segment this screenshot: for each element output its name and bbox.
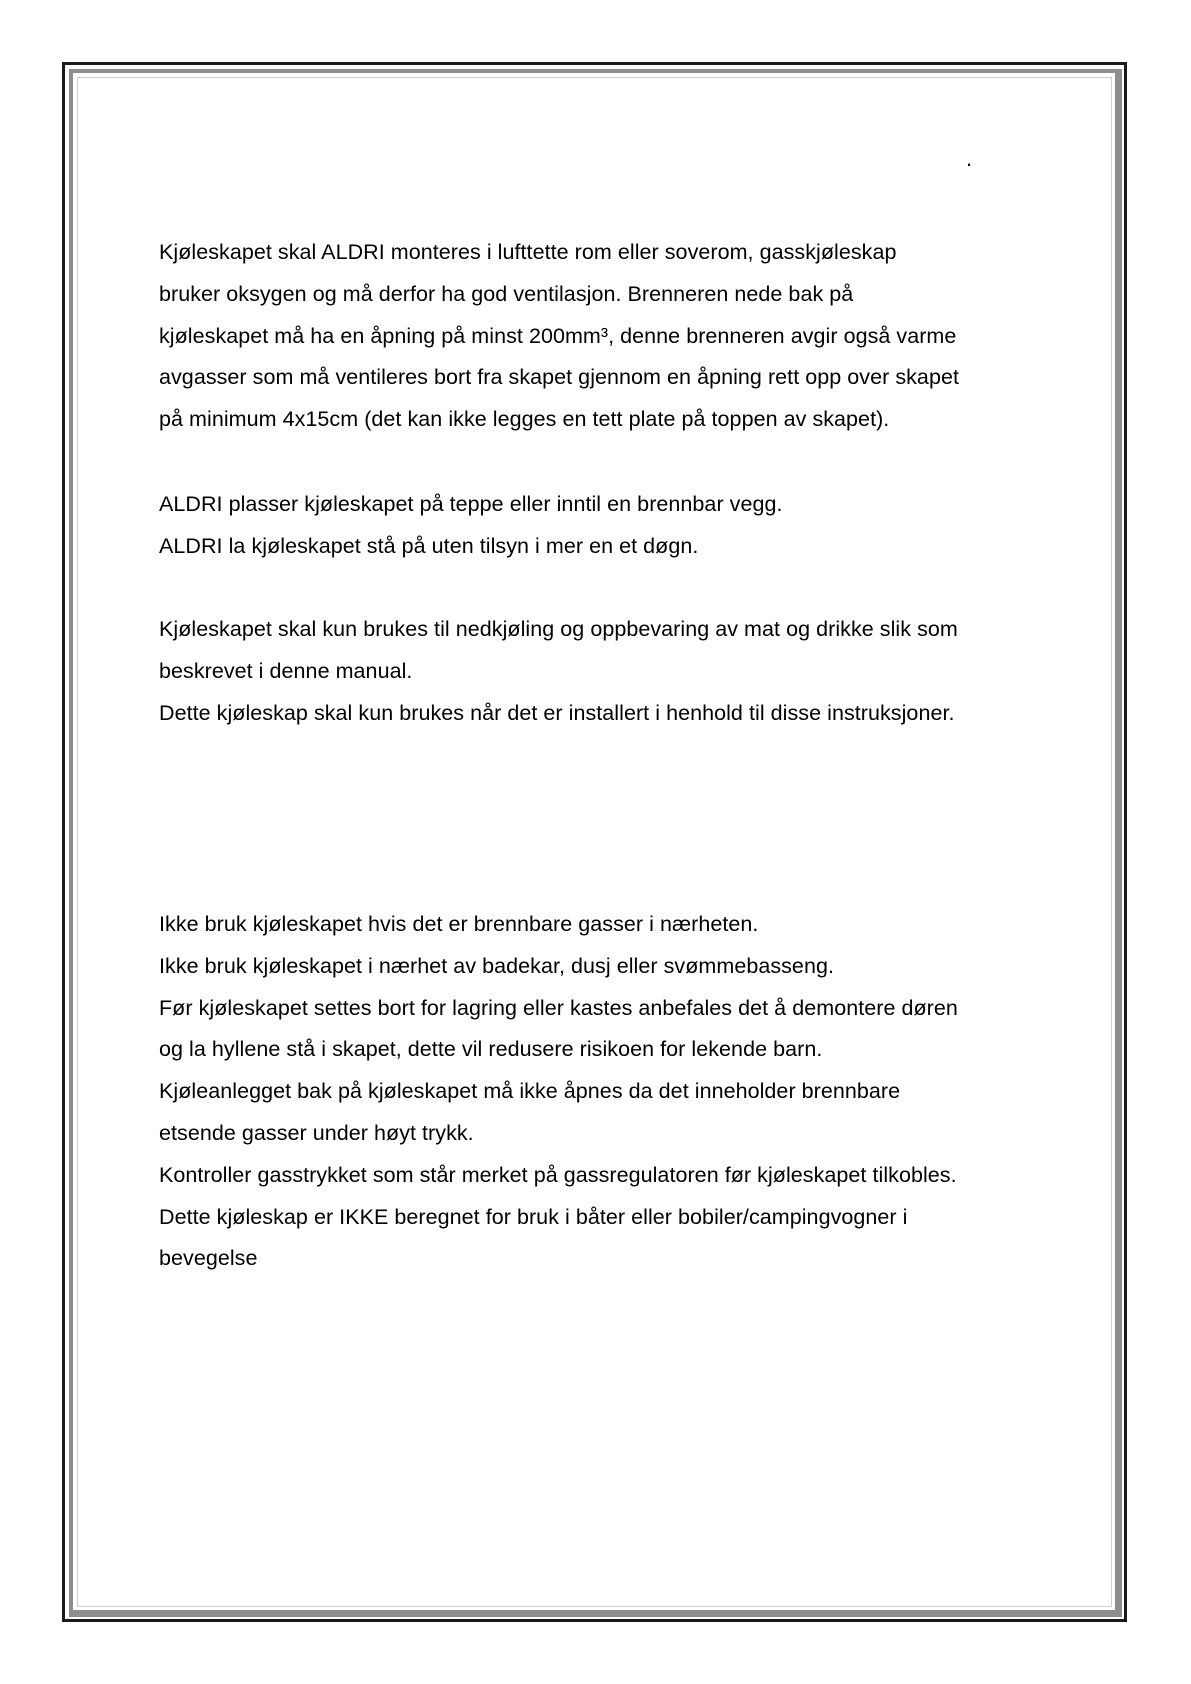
paragraph-line: bruker oksygen og må derfor ha god ventilasjon. Brenneren nede bak på <box>159 281 854 306</box>
paragraph-line: kjøleskapet må ha en åpning på minst 200mm³, denne brenneren avgir også varme <box>159 323 957 348</box>
paragraph-line: ALDRI la kjøleskapet stå på uten tilsyn i mer en et døgn. <box>159 533 699 558</box>
stray-mark: . <box>966 146 973 171</box>
paragraph-line: Ikke bruk kjøleskapet i nærhet av badekar, dusj eller svømmebasseng. <box>159 953 834 978</box>
paragraph-line: Dette kjøleskap skal kun brukes når det er installert i henhold til disse instruksjoner. <box>159 700 955 725</box>
paragraph-line: Før kjøleskapet settes bort for lagring eller kastes anbefales det å demontere døren <box>159 995 958 1020</box>
paragraph-intended-use <box>159 609 1059 734</box>
paragraph-ventilation-warning <box>159 232 1059 441</box>
paragraph-line: på minimum 4x15cm (det kan ikke legges en tett plate på toppen av skapet). <box>159 407 890 432</box>
paragraph-line: Kjøleanlegget bak på kjøleskapet må ikke åpnes da det inneholder brennbare <box>159 1079 901 1104</box>
paragraph-line: og la hyllene stå i skapet, dette vil redusere risikoen for lekende barn. <box>159 1037 823 1062</box>
paragraph-placement-warning <box>159 484 1059 568</box>
paragraph-line: Kjøleskapet skal kun brukes til nedkjøling og oppbevaring av mat og drikke slik som <box>159 617 958 641</box>
paragraph-line: avgasser som må ventileres bort fra skapet gjennom en åpning rett opp over skapet <box>159 365 959 390</box>
paragraph-line: Kontroller gasstrykket som står merket på gassregulatoren før kjøleskapet tilkobles. <box>159 1162 957 1187</box>
paragraph-line: Dette kjøleskap er IKKE beregnet for bruk i båter eller bobiler/campingvogner i <box>159 1204 908 1229</box>
paragraph-line: ALDRI plasser kjøleskapet på teppe eller inntil en brennbar vegg. <box>159 492 783 516</box>
paragraph-safety-instructions <box>159 904 1059 1280</box>
paragraph-line: Ikke bruk kjøleskapet hvis det er brennbare gasser i nærheten. <box>159 912 759 936</box>
paragraph-line: Kjøleskapet skal ALDRI monteres i lufttette rom eller soverom, gasskjøleskap <box>159 240 897 264</box>
paragraph-line: bevegelse <box>159 1246 258 1271</box>
paragraph-line: etsende gasser under høyt trykk. <box>159 1120 474 1145</box>
paragraph-line: beskrevet i denne manual. <box>159 658 413 683</box>
